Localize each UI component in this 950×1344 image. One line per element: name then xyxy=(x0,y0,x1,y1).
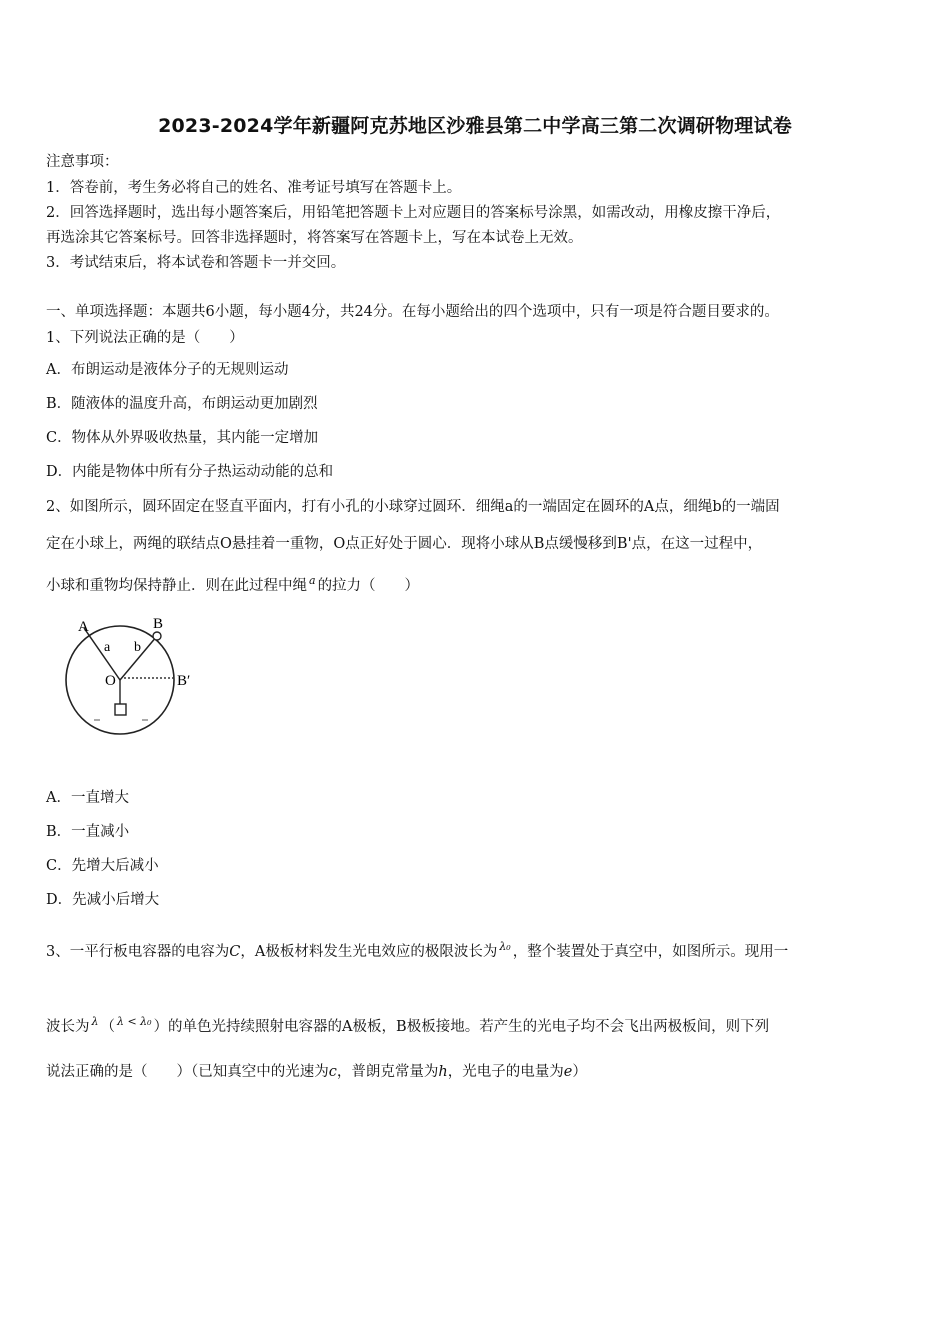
label-rope-a: a xyxy=(104,640,111,655)
label-b-point: B xyxy=(153,616,164,632)
q3-lambda-symbol: λ xyxy=(91,1015,99,1028)
q2-rope-a-symbol: a xyxy=(309,574,316,587)
q2-stem-line-3 xyxy=(46,571,419,596)
q3-charge-symbol: e xyxy=(563,1064,573,1080)
notice-item-2-cont: 再选涂其它答案标号。回答非选择题时，将答案写在答题卡上，写在本试卷上无效。 xyxy=(46,230,583,246)
q2-option-a: A．一直增大 xyxy=(46,790,129,806)
notice-item-1: 1．答卷前，考生务必将自己的姓名、准考证号填写在答题卡上。 xyxy=(46,180,462,196)
q1-option-c: C．物体从外界吸收热量，其内能一定增加 xyxy=(46,430,319,446)
q1-stem: 1、下列说法正确的是（ ） xyxy=(46,330,244,346)
q3-planck-symbol: h xyxy=(438,1064,448,1080)
q2-stem-line-1: 2、如图所示，圆环固定在竖直平面内，打有小孔的小球穿过圆环．细绳a的一端固定在圆环的A点，细绳b的一端固 xyxy=(46,499,780,515)
q1-option-a: A．布朗运动是液体分子的无规则运动 xyxy=(46,362,289,378)
q3-capacitance-symbol: C xyxy=(229,944,241,960)
q3-text-3a: 说法正确的是（ ）（已知真空中的光速为 xyxy=(46,1064,329,1080)
ball-b xyxy=(153,632,161,640)
q2-option-c: C．先增大后减小 xyxy=(46,858,159,874)
weight-block xyxy=(115,704,126,715)
q2-option-b: B．一直减小 xyxy=(46,824,130,840)
q3-lambda0-symbol: λ₀ xyxy=(499,940,511,953)
q2-stem-text-a: 小球和重物均保持静止．则在此过程中绳 xyxy=(46,578,307,594)
q3-text-1a: 3、一平行板电容器的电容为 xyxy=(46,944,230,960)
q3-text-2a: 波长为 xyxy=(46,1019,90,1035)
q3-text-2c: ）的单色光持续照射电容器的A极板，B极板接地。若产生的光电子均不会飞出两极板间，则下列 xyxy=(153,1019,770,1035)
q3-text-3f: ） xyxy=(572,1064,587,1080)
notice-item-3: 3．考试结束后，将本试卷和答题卡一并交回。 xyxy=(46,255,346,271)
q3-stem-line-3 xyxy=(46,1062,587,1082)
q3-text-1c: ，整个装置处于真空中，如图所示。现用一 xyxy=(512,944,789,960)
q3-stem-line-1 xyxy=(46,937,788,962)
q2-ring-diagram xyxy=(64,612,214,737)
label-o-point: O xyxy=(105,673,116,689)
label-rope-b: b xyxy=(134,640,141,655)
q3-light-speed-symbol: c xyxy=(328,1064,337,1080)
q2-stem-text-b: 的拉力（ ） xyxy=(317,578,420,594)
notice-item-2: 2．回答选择题时，选出每小题答案后，用铅笔把答题卡上对应题目的答案标号涂黑，如需改动，用橡皮擦干净后， xyxy=(46,205,781,221)
q3-text-3b: ，普朗克常量为 xyxy=(336,1064,439,1080)
q1-option-d: D．内能是物体中所有分子热运动动能的总和 xyxy=(46,464,334,480)
q3-stem-line-2 xyxy=(46,1012,769,1037)
q2-option-d: D．先减小后增大 xyxy=(46,892,160,908)
q3-text-2b: （ xyxy=(100,1019,115,1035)
label-a-point: A xyxy=(78,619,89,635)
q3-text-3d: ，光电子的电量为 xyxy=(447,1064,564,1080)
q3-text-1b: ，A极板材料发生光电效应的极限波长为 xyxy=(240,944,498,960)
notice-heading: 注意事项： xyxy=(46,154,119,170)
page-title: 2023-2024学年新疆阿克苏地区沙雅县第二中学高三第二次调研物理试卷 xyxy=(158,115,792,137)
section-1-heading: 一、单项选择题：本题共6小题，每小题4分，共24分。在每小题给出的四个选项中，只有一项是符合题目要求的。 xyxy=(46,304,779,320)
q3-lambda-inequality: λ < λ₀ xyxy=(116,1015,152,1028)
q2-stem-line-2: 定在小球上，两绳的联结点O悬挂着一重物，O点正好处于圆心．现将小球从B点缓慢移到B'点，在这一过程中， xyxy=(46,536,763,552)
q1-option-b: B．随液体的温度升高，布朗运动更加剧烈 xyxy=(46,396,318,412)
label-bprime-point: B′ xyxy=(177,673,191,689)
